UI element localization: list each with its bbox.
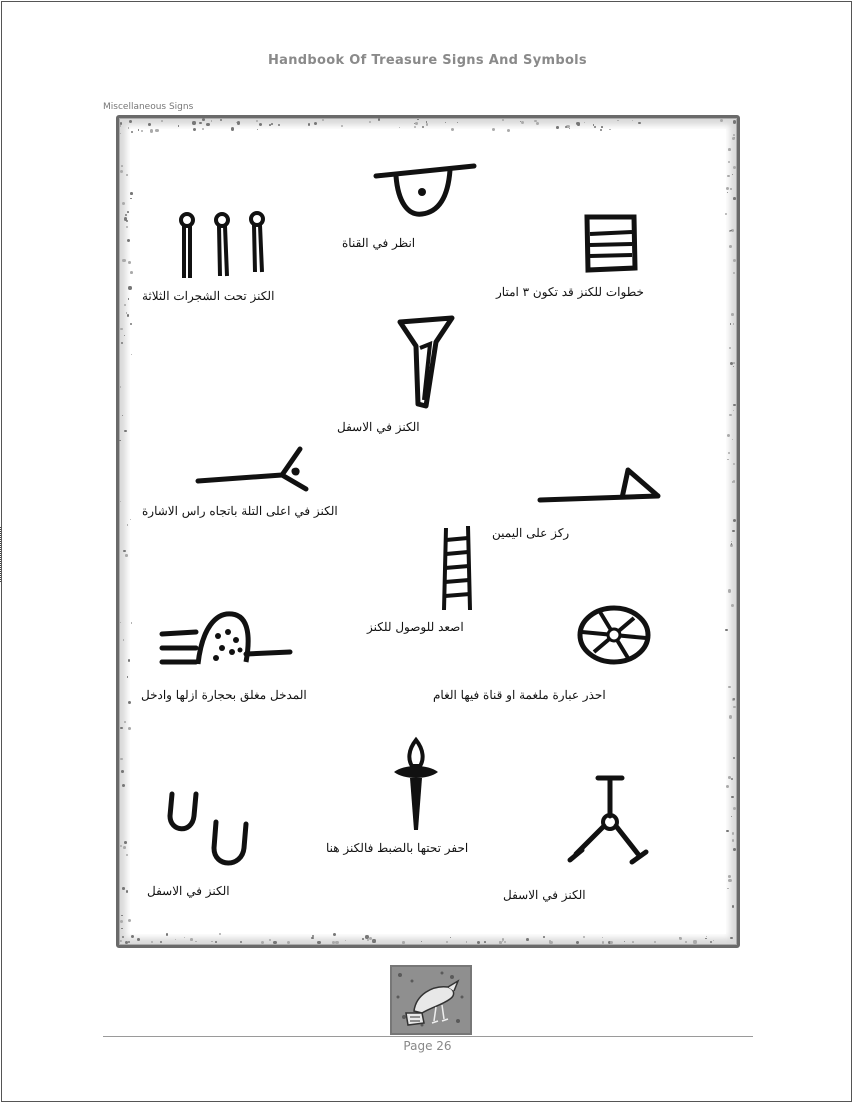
- frame-speck: [733, 807, 736, 810]
- frame-speck: [124, 304, 126, 306]
- frame-speck: [120, 125, 121, 126]
- frame-speck: [499, 941, 501, 943]
- frame-speck: [161, 120, 163, 122]
- margin-mark: [0, 527, 3, 582]
- fork-arrow-icon: [194, 443, 312, 495]
- frame-speck: [504, 941, 506, 943]
- frame-speck: [122, 259, 125, 262]
- frame-speck: [322, 119, 324, 121]
- frame-speck: [727, 434, 730, 437]
- tripod-icon: [566, 772, 650, 868]
- frame-speck: [130, 271, 133, 274]
- frame-speck: [120, 727, 122, 729]
- frame-speck: [602, 937, 603, 938]
- frame-speck: [128, 261, 131, 264]
- frame-speck: [206, 123, 209, 126]
- frame-speck: [732, 137, 735, 140]
- frame-speck: [308, 123, 311, 126]
- frame-speck: [121, 928, 123, 930]
- wheel-icon: [574, 602, 654, 668]
- frame-speck: [729, 245, 732, 248]
- frame-speck: [120, 845, 122, 847]
- caption-treasure-below-1: الكنز في الاسفل: [337, 420, 420, 434]
- frame-speck: [121, 770, 124, 773]
- frame-speck: [725, 629, 727, 631]
- bird-logo-icon: [390, 965, 472, 1035]
- frame-speck: [733, 120, 736, 123]
- frame-speck: [732, 174, 733, 175]
- frame-speck: [601, 126, 603, 128]
- frame-speck: [706, 936, 707, 937]
- frame-speck: [726, 785, 729, 788]
- caption-treasure-below-2: الكنز في الاسفل: [147, 884, 230, 898]
- frame-speck: [730, 937, 733, 940]
- frame-speck: [192, 121, 195, 124]
- frame-speck: [378, 118, 380, 120]
- caption-canal-look: انظر في القناة: [342, 236, 416, 250]
- frame-speck: [287, 941, 290, 944]
- frame-speck: [123, 639, 124, 640]
- frame-speck: [193, 128, 196, 131]
- frame-speck: [733, 848, 736, 851]
- frame-speck: [731, 541, 732, 542]
- frame-speck: [733, 166, 736, 169]
- frame-speck: [137, 938, 140, 941]
- frame-speck: [119, 386, 121, 388]
- frame-speck: [129, 120, 132, 123]
- frame-speck: [720, 119, 723, 122]
- frame-speck: [583, 936, 585, 938]
- frame-speck: [130, 192, 133, 195]
- frame-speck: [362, 938, 364, 940]
- frame-speck: [269, 939, 271, 941]
- frame-speck: [733, 410, 734, 411]
- frame-speck: [733, 706, 736, 709]
- caption-mined-warning: احذر عبارة ملغمة او قناة فيها الغام: [433, 688, 606, 702]
- frame-speck: [576, 941, 579, 944]
- frame-speck: [119, 321, 120, 322]
- frame-speck: [727, 192, 728, 193]
- frame-speck: [484, 941, 486, 943]
- frame-speck: [733, 362, 735, 364]
- dotted-mound-icon: [158, 608, 294, 670]
- frame-speck: [120, 501, 121, 502]
- frame-speck: [314, 122, 317, 125]
- frame-speck: [728, 879, 731, 882]
- frame-speck: [733, 134, 735, 136]
- frame-speck: [731, 604, 734, 607]
- frame-speck: [414, 126, 416, 128]
- frame-speck: [121, 915, 123, 917]
- frame-speck: [119, 440, 120, 441]
- frame-speck: [732, 481, 734, 483]
- frame-speck: [731, 313, 734, 316]
- frame-speck: [584, 122, 585, 123]
- frame-speck: [125, 214, 127, 216]
- frame-speck: [421, 941, 422, 942]
- frame-speck: [123, 846, 126, 849]
- frame-speck: [726, 187, 729, 190]
- frame-speck: [151, 941, 153, 943]
- caption-dig-under: احفر تحتها بالضبط فالكنز هنا: [326, 841, 469, 855]
- caption-entrance-closed: المدخل مغلق بحجارة ازلها وادخل: [141, 688, 307, 702]
- frame-speck: [240, 941, 242, 943]
- frame-speck: [729, 347, 731, 349]
- page-header-title: Handbook Of Treasure Signs And Symbols: [268, 53, 587, 68]
- frame-speck: [417, 119, 418, 120]
- frame-speck: [211, 120, 213, 122]
- frame-speck: [733, 366, 734, 367]
- frame-speck: [602, 941, 605, 944]
- frame-speck: [728, 452, 730, 454]
- frame-speck: [728, 686, 730, 688]
- frame-speck: [178, 125, 180, 127]
- frame-speck: [121, 165, 123, 167]
- frame-speck: [733, 698, 735, 700]
- frame-speck: [730, 323, 732, 325]
- frame-speck: [130, 323, 132, 325]
- frame-speck: [402, 941, 405, 944]
- frame-speck: [632, 120, 633, 121]
- frame-speck: [731, 816, 733, 818]
- frame-speck: [273, 941, 276, 944]
- frame-speck: [693, 940, 696, 943]
- frame-speck: [122, 936, 124, 938]
- frame-speck: [705, 938, 706, 939]
- frame-speck: [345, 940, 346, 941]
- frame-speck: [577, 123, 579, 125]
- frame-speck: [422, 126, 424, 128]
- frame-speck: [733, 480, 735, 482]
- frame-speck: [731, 796, 733, 798]
- frame-speck: [415, 122, 417, 124]
- frame-speck: [733, 463, 735, 465]
- frame-speck: [333, 933, 336, 936]
- page-number: Page 26: [403, 1039, 452, 1053]
- frame-speck: [120, 122, 122, 124]
- frame-speck: [120, 758, 123, 761]
- frame-speck: [127, 211, 129, 213]
- frame-speck: [237, 121, 240, 124]
- frame-speck: [624, 941, 625, 942]
- frame-speck: [729, 414, 732, 417]
- frame-speck: [726, 830, 729, 833]
- frame-speck: [426, 121, 427, 122]
- frame-speck: [632, 941, 634, 943]
- frame-speck: [466, 941, 468, 943]
- frame-speck: [729, 715, 732, 718]
- frame-speck: [128, 941, 130, 943]
- section-label: Miscellaneous Signs: [103, 102, 194, 112]
- frame-speck: [124, 721, 126, 723]
- frame-speck: [261, 941, 264, 944]
- frame-speck: [521, 121, 524, 124]
- frame-speck: [119, 622, 120, 623]
- frame-speck: [733, 259, 736, 262]
- frame-speck: [166, 933, 168, 935]
- frame-speck: [725, 213, 727, 215]
- frame-speck: [728, 161, 730, 163]
- double-u-icon: [164, 788, 254, 870]
- frame-speck: [727, 459, 728, 460]
- frame-speck: [219, 933, 221, 935]
- footer-rule: [103, 1036, 753, 1037]
- frame-speck: [457, 122, 458, 123]
- frame-speck: [126, 854, 128, 856]
- frame-speck: [372, 939, 375, 942]
- frame-speck: [125, 554, 128, 557]
- lined-box-icon: [582, 212, 640, 274]
- frame-speck: [732, 530, 735, 533]
- frame-speck: [594, 126, 596, 128]
- frame-speck: [365, 935, 368, 938]
- frame-speck: [122, 415, 123, 416]
- frame-speck: [654, 941, 656, 943]
- frame-speck: [199, 122, 201, 124]
- caption-three-trees: الكنز تحت الشجرات الثلاثة: [142, 289, 275, 303]
- frame-speck: [526, 938, 529, 941]
- frame-speck: [131, 935, 134, 938]
- frame-speck: [122, 784, 125, 787]
- frame-speck: [733, 323, 735, 325]
- frame-speck: [311, 937, 313, 939]
- frame-speck: [119, 940, 122, 943]
- frame-speck: [426, 123, 428, 125]
- frame-speck: [128, 286, 131, 289]
- frame-speck: [271, 123, 273, 125]
- frame-speck: [128, 727, 131, 730]
- frame-speck: [126, 890, 129, 893]
- caption-focus-right: ركز على اليمين: [492, 526, 570, 540]
- frame-speck: [728, 875, 731, 878]
- ladder-icon: [438, 524, 478, 614]
- frame-speck: [231, 127, 234, 130]
- frame-speck: [710, 941, 712, 943]
- spike-icon: [396, 314, 458, 414]
- three-pillars-icon: [174, 210, 274, 282]
- frame-speck: [126, 226, 128, 228]
- frame-speck: [638, 122, 641, 125]
- frame-speck: [685, 941, 687, 943]
- frame-speck: [502, 941, 503, 942]
- frame-speck: [160, 941, 162, 943]
- frame-speck: [175, 939, 177, 941]
- frame-speck: [727, 888, 729, 890]
- frame-speck: [127, 524, 128, 525]
- frame-speck: [732, 439, 733, 440]
- frame-speck: [124, 335, 125, 336]
- frame-speck: [211, 941, 213, 943]
- frame-speck: [123, 550, 125, 552]
- frame-speck: [190, 938, 193, 941]
- frame-speck: [733, 272, 735, 274]
- frame-speck: [450, 937, 451, 938]
- frame-speck: [728, 589, 731, 592]
- frame-speck: [502, 119, 504, 121]
- frame-speck: [679, 937, 682, 940]
- frame-speck: [369, 121, 371, 123]
- frame-speck: [119, 133, 120, 134]
- frame-speck: [124, 430, 126, 432]
- frame-speck: [126, 220, 128, 222]
- frame-speck: [727, 175, 729, 177]
- frame-speck: [730, 188, 731, 189]
- frame-speck: [543, 936, 545, 938]
- frame-speck: [733, 197, 736, 200]
- frame-speck: [122, 202, 125, 205]
- frame-speck: [731, 543, 733, 545]
- frame-speck: [549, 940, 551, 942]
- frame-speck: [732, 832, 734, 834]
- frame-speck: [732, 839, 734, 841]
- frame-speck: [126, 174, 128, 176]
- frame-speck: [278, 124, 280, 126]
- frame-speck: [256, 120, 258, 122]
- frame-speck: [120, 328, 122, 330]
- frame-speck: [733, 404, 736, 407]
- frame-speck: [184, 937, 185, 938]
- frame-speck: [731, 778, 733, 780]
- frame-speck: [122, 887, 125, 890]
- frame-speck: [317, 941, 320, 944]
- eye-glyph-icon: [372, 162, 480, 222]
- caption-treasure-below-3: الكنز في الاسفل: [503, 888, 586, 902]
- frame-speck: [446, 941, 448, 943]
- frame-speck: [259, 123, 262, 126]
- frame-speck: [257, 129, 258, 130]
- frame-speck: [215, 941, 217, 943]
- frame-speck: [120, 170, 123, 173]
- dagger-icon: [388, 736, 444, 836]
- right-hook-icon: [536, 464, 664, 508]
- frame-speck: [732, 905, 734, 907]
- frame-speck: [556, 126, 559, 129]
- frame-speck: [148, 123, 151, 126]
- frame-speck: [733, 757, 735, 759]
- frame-speck: [127, 676, 129, 678]
- frame-speck: [477, 941, 480, 944]
- frame-speck: [369, 937, 372, 940]
- frame-speck: [713, 940, 714, 941]
- frame-speck: [124, 841, 127, 844]
- frame-speck: [617, 120, 619, 122]
- frame-speck: [131, 131, 133, 133]
- frame-speck: [332, 941, 335, 944]
- frame-speck: [728, 148, 731, 151]
- frame-speck: [733, 519, 736, 522]
- frame-speck: [445, 122, 446, 123]
- frame-speck: [536, 122, 539, 125]
- frame-speck: [730, 230, 732, 232]
- frame-speck: [120, 920, 123, 923]
- caption-climb-ladder: اصعد للوصول للكنز: [367, 620, 464, 634]
- frame-speck: [155, 129, 158, 132]
- frame-speck: [202, 118, 205, 121]
- frame-speck: [335, 941, 338, 944]
- frame-speck: [341, 125, 343, 127]
- frame-speck: [121, 342, 124, 345]
- caption-hilltop-direction: الكنز في اعلى التلة باتجاه راس الاشارة: [142, 504, 338, 518]
- frame-speck: [195, 941, 196, 942]
- frame-speck: [610, 941, 613, 944]
- frame-speck: [220, 119, 222, 121]
- caption-steps-three-meters: خطوات للكنز قد تكون ٣ امتار: [496, 285, 644, 299]
